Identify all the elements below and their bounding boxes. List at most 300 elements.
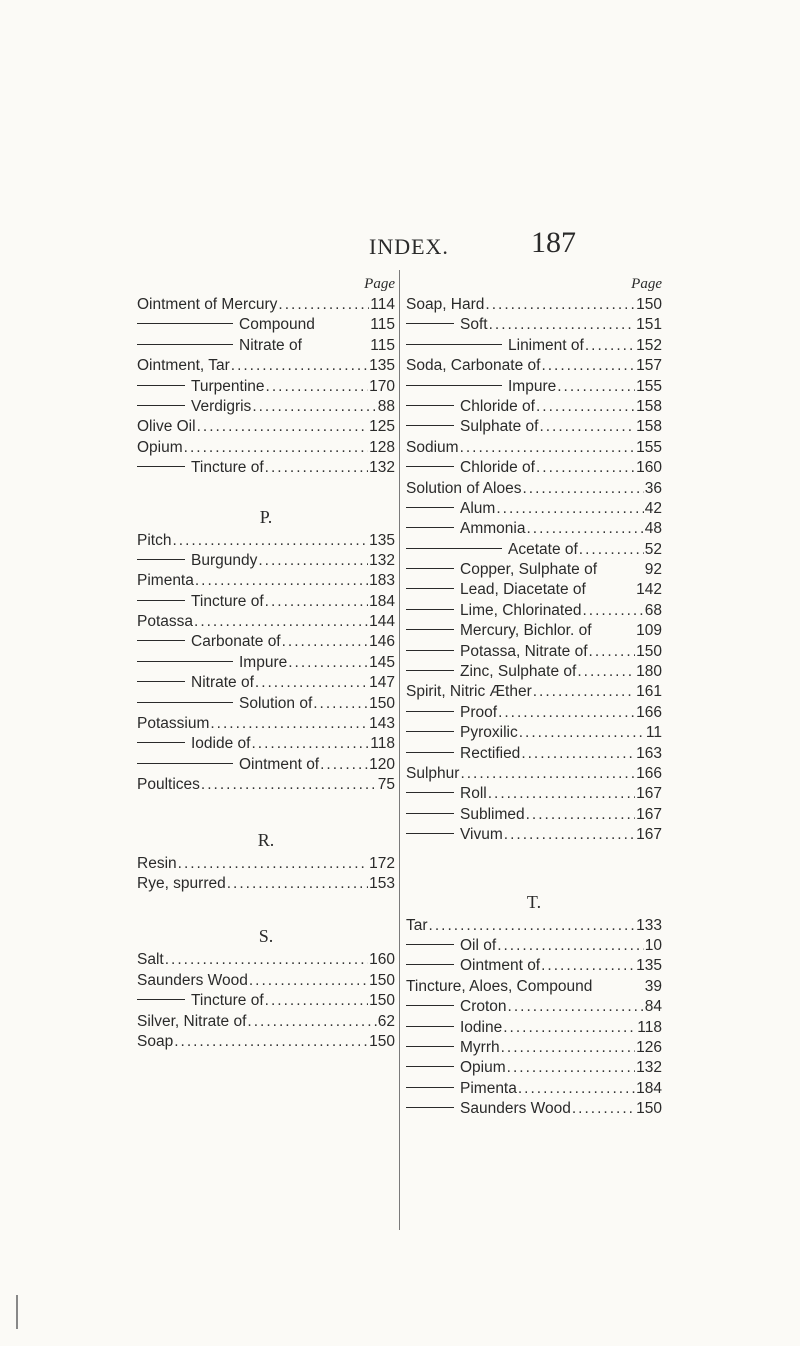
index-entry: [406, 937, 662, 957]
entry-page: 170: [369, 377, 395, 395]
index-entry: [406, 480, 662, 500]
repeat-dash: [406, 405, 454, 406]
index-entry: [137, 613, 395, 633]
repeat-dash: [406, 670, 454, 671]
dot-leader: [557, 378, 635, 396]
entry-page: 150: [369, 992, 395, 1010]
index-entry: [406, 622, 662, 642]
entry-term: Nitrate of: [191, 674, 254, 692]
index-entry: [406, 704, 662, 724]
dot-leader: [536, 459, 635, 477]
entry-term: Zinc, Sulphate of: [460, 663, 577, 681]
entry-term: Myrrh: [460, 1038, 500, 1056]
entry-term: Ointment of: [239, 755, 320, 773]
entry-page: 11: [645, 724, 662, 742]
entry-page: 125: [369, 418, 395, 436]
entry-term: Iodide of: [191, 735, 251, 753]
index-entry: [406, 296, 662, 316]
entry-term: Potassa, Nitrate of: [460, 642, 588, 660]
dot-leader: [496, 500, 643, 518]
entry-term: Spirit, Nitric Æther: [406, 683, 532, 701]
dot-leader: [518, 1080, 635, 1098]
entry-page: 184: [636, 1079, 662, 1097]
entry-term: Opium: [460, 1059, 506, 1077]
index-entry: [406, 357, 662, 377]
dot-leader: [288, 654, 368, 672]
index-entry: [406, 724, 662, 744]
repeat-dash: [406, 425, 454, 426]
entry-term: Oil of: [460, 936, 497, 954]
index-column-right: [406, 276, 662, 1120]
entry-term: Mercury, Bichlor. of: [460, 622, 592, 640]
entry-term: Compound: [239, 316, 315, 334]
entry-page: 115: [370, 316, 395, 334]
repeat-dash: [137, 742, 185, 743]
entry-page: 158: [636, 397, 662, 415]
index-entry: [406, 378, 662, 398]
repeat-dash: [406, 1046, 454, 1047]
entry-page: 10: [644, 936, 662, 954]
entry-term: Croton: [460, 998, 507, 1016]
dot-leader: [201, 776, 377, 794]
entry-page: 144: [369, 613, 395, 631]
index-entry: [137, 951, 395, 971]
entry-page: 48: [644, 520, 662, 538]
index-entry: [137, 552, 395, 572]
index-entry: [137, 1013, 395, 1033]
dot-leader: [536, 398, 635, 416]
dot-leader: [247, 1013, 376, 1031]
index-entry: [137, 357, 395, 377]
entry-term: Pimenta: [137, 572, 194, 590]
entry-term: Tar: [406, 916, 428, 934]
repeat-dash: [406, 944, 454, 945]
entry-page: 150: [636, 1100, 662, 1118]
index-entry: [406, 683, 662, 703]
dot-leader: [485, 296, 635, 314]
index-entry: [406, 663, 662, 683]
entry-page: 146: [369, 633, 395, 651]
entry-page: 155: [636, 438, 662, 456]
entry-page: 135: [369, 531, 395, 549]
dot-leader: [526, 520, 643, 538]
entry-term: Ointment, Tar: [137, 357, 230, 375]
entry-page: 163: [636, 744, 662, 762]
index-entry: [406, 541, 662, 561]
entry-term: Soft: [460, 316, 488, 334]
repeat-dash: [406, 964, 454, 965]
entry-page: 109: [636, 622, 662, 640]
index-entry: [137, 337, 395, 357]
entry-term: Carbonate of: [191, 633, 281, 651]
section-letter: S.: [258, 926, 274, 947]
dot-leader: [582, 602, 643, 620]
entry-page: 75: [377, 776, 395, 794]
entry-term: Silver, Nitrate of: [137, 1012, 247, 1030]
entry-term: Poultices: [137, 776, 200, 794]
entry-term: Pitch: [137, 531, 172, 549]
entry-term: Sodium: [406, 438, 459, 456]
index-entry: [406, 978, 662, 998]
entry-term: Tincture, Aloes, Compound: [406, 977, 593, 995]
entry-term: Burgundy: [191, 551, 258, 569]
section-letter: P.: [259, 506, 273, 527]
dot-leader: [320, 756, 368, 774]
dot-leader: [174, 1033, 368, 1051]
entry-term: Potassa: [137, 613, 194, 631]
dot-leader: [251, 735, 369, 753]
dot-leader: [210, 715, 368, 733]
dot-leader: [460, 765, 635, 783]
entry-page: 150: [369, 1032, 395, 1050]
entry-page: 184: [369, 592, 395, 610]
running-head: [0, 226, 800, 266]
entry-term: Solution of: [239, 694, 313, 712]
repeat-dash: [137, 999, 185, 1000]
entry-term: Olive Oil: [137, 418, 196, 436]
index-entry: [137, 378, 395, 398]
entry-page: 145: [369, 653, 395, 671]
entry-page: 150: [369, 971, 395, 989]
index-title: INDEX.: [369, 234, 449, 259]
entry-page: 126: [636, 1038, 662, 1056]
entry-page: 52: [644, 540, 662, 558]
index-entry: [406, 581, 662, 601]
entry-term: Chloride of: [460, 397, 535, 415]
index-entry: [406, 418, 662, 438]
index-entry: [137, 875, 395, 895]
entry-term: Liniment of: [508, 336, 584, 354]
dot-leader: [252, 398, 376, 416]
repeat-dash: [406, 385, 502, 386]
dot-leader: [265, 459, 368, 477]
repeat-dash: [406, 323, 454, 324]
entry-page: 158: [636, 418, 662, 436]
index-entry: [406, 398, 662, 418]
entry-term: Soda, Carbonate of: [406, 357, 541, 375]
entry-term: Nitrate of: [239, 336, 302, 354]
entry-page: 120: [369, 755, 395, 773]
entry-page: 150: [636, 296, 662, 313]
index-entry: [406, 439, 662, 459]
dot-leader: [522, 480, 643, 498]
index-entry: [406, 316, 662, 336]
entry-page: 115: [370, 336, 395, 354]
entry-term: Saunders Wood: [137, 971, 248, 989]
dot-leader: [258, 552, 368, 570]
entry-page: 147: [369, 674, 395, 692]
entry-page: 128: [369, 438, 395, 456]
entry-page: 152: [636, 336, 662, 354]
entry-term: Solution of Aloes: [406, 479, 522, 497]
index-entry: [137, 776, 395, 796]
entry-term: Proof: [460, 703, 498, 721]
entry-term: Sulphur: [406, 764, 460, 782]
index-entry: [406, 917, 662, 937]
repeat-dash: [406, 507, 454, 508]
repeat-dash: [137, 681, 185, 682]
entry-page: 167: [636, 805, 662, 823]
repeat-dash: [137, 600, 185, 601]
entry-term: Rye, spurred: [137, 874, 226, 892]
index-entry: [137, 439, 395, 459]
dot-leader: [266, 378, 369, 396]
dot-leader: [579, 541, 644, 559]
entry-page: 92: [644, 561, 662, 579]
entry-page: 160: [369, 951, 395, 969]
repeat-dash: [137, 405, 185, 406]
index-entry: [406, 602, 662, 622]
entry-term: Impure: [239, 653, 288, 671]
index-entry: [137, 654, 395, 674]
index-entry: [137, 398, 395, 418]
dot-leader: [497, 937, 644, 955]
dot-leader: [541, 957, 635, 975]
dot-leader: [539, 418, 635, 436]
index-entry: [137, 532, 395, 552]
page-column-label: Page: [364, 276, 395, 292]
dot-leader: [572, 1100, 635, 1118]
entry-term: Pyroxilic: [460, 724, 518, 742]
dot-leader: [178, 855, 368, 873]
entry-page: 153: [369, 874, 395, 892]
entry-term: Tincture of: [191, 459, 264, 477]
dot-leader: [488, 785, 635, 803]
entry-term: Sulphate of: [460, 418, 539, 436]
entry-page: 143: [369, 715, 395, 733]
index-entry: [406, 785, 662, 805]
dot-leader: [504, 826, 635, 844]
margin-mark: [16, 1295, 18, 1329]
page-number: 187: [531, 226, 576, 259]
entry-term: Lime, Chlorinated: [460, 601, 582, 619]
index-entry: [137, 855, 395, 875]
entry-page: 132: [369, 551, 395, 569]
dot-leader: [508, 998, 644, 1016]
repeat-dash: [406, 650, 454, 651]
dot-leader: [313, 695, 368, 713]
dot-leader: [526, 806, 636, 824]
index-entry: [406, 957, 662, 977]
dot-leader: [577, 663, 635, 681]
section-letter: T.: [526, 891, 542, 912]
dot-leader: [429, 917, 636, 935]
repeat-dash: [137, 661, 233, 662]
repeat-dash: [406, 711, 454, 712]
entry-page: 84: [644, 998, 662, 1016]
column-divider: [399, 270, 400, 1230]
index-entry: [137, 674, 395, 694]
repeat-dash: [406, 609, 454, 610]
repeat-dash: [406, 344, 502, 345]
repeat-dash: [406, 1066, 454, 1067]
repeat-dash: [406, 813, 454, 814]
index-entry: [406, 643, 662, 663]
repeat-dash: [406, 548, 502, 549]
dot-leader: [585, 337, 635, 355]
dot-leader: [231, 357, 368, 375]
index-entry: [137, 593, 395, 613]
entry-page: 150: [636, 642, 662, 660]
entry-page: 161: [636, 683, 662, 701]
repeat-dash: [137, 702, 233, 703]
entry-page: 42: [644, 499, 662, 517]
index-entry: [406, 1080, 662, 1100]
entry-term: Turpentine: [191, 377, 265, 395]
entry-page: 172: [369, 854, 395, 872]
repeat-dash: [137, 385, 185, 386]
entry-term: Soap: [137, 1032, 174, 1050]
entry-page: 180: [636, 663, 662, 681]
entry-page: 166: [636, 703, 662, 721]
entry-term: Iodine: [460, 1018, 503, 1036]
entry-term: Ammonia: [460, 520, 526, 538]
dot-leader: [278, 296, 369, 314]
repeat-dash: [406, 1026, 454, 1027]
entry-page: 135: [369, 357, 395, 375]
entry-term: Soap, Hard: [406, 296, 485, 313]
dot-leader: [249, 972, 368, 990]
index-entry: [406, 1059, 662, 1079]
index-entry: [137, 756, 395, 776]
repeat-dash: [406, 629, 454, 630]
index-entry: [406, 998, 662, 1018]
index-entry: [406, 806, 662, 826]
index-entry: [137, 459, 395, 479]
entry-term: Verdigris: [191, 397, 252, 415]
page-column-label: Page: [631, 276, 662, 292]
entry-page: 36: [644, 479, 662, 497]
index-entry: [406, 765, 662, 785]
repeat-dash: [406, 588, 454, 589]
dot-leader: [498, 704, 635, 722]
index-entry: [137, 715, 395, 735]
entry-term: Ointment of: [460, 957, 541, 975]
entry-term: Resin: [137, 854, 177, 872]
dot-leader: [265, 992, 368, 1010]
index-entry: [406, 1019, 662, 1039]
repeat-dash: [406, 833, 454, 834]
entry-term: Ointment of Mercury: [137, 296, 278, 313]
repeat-dash: [406, 1005, 454, 1006]
entry-page: 142: [636, 581, 662, 599]
dot-leader: [197, 418, 369, 436]
entry-term: Vivum: [460, 826, 503, 844]
index-column-left: [137, 276, 395, 1053]
index-entry: [406, 826, 662, 846]
entry-term: Impure: [508, 377, 557, 395]
entry-term: Pimenta: [460, 1079, 517, 1097]
repeat-dash: [406, 1087, 454, 1088]
entry-term: Potassium: [137, 715, 210, 733]
dot-leader: [533, 683, 635, 701]
index-entry: [406, 500, 662, 520]
index-entry: [406, 745, 662, 765]
entry-page: 118: [637, 1018, 662, 1036]
repeat-dash: [137, 559, 185, 560]
entry-page: 118: [370, 735, 395, 753]
dot-leader: [519, 724, 645, 742]
index-entry: [137, 1033, 395, 1053]
index-entry: [137, 316, 395, 336]
index-entry: [137, 735, 395, 755]
dot-leader: [460, 439, 636, 457]
index-entry: [406, 1100, 662, 1120]
repeat-dash: [137, 466, 185, 467]
entry-page: 68: [644, 601, 662, 619]
index-entry: [137, 572, 395, 592]
entry-page: 135: [636, 957, 662, 975]
dot-leader: [195, 572, 368, 590]
dot-leader: [172, 532, 368, 550]
entry-page: 39: [644, 977, 662, 995]
entry-term: Opium: [137, 438, 183, 456]
entry-term: Chloride of: [460, 459, 535, 477]
entry-page: 114: [370, 296, 395, 313]
entry-page: 166: [636, 764, 662, 782]
dot-leader: [541, 357, 635, 375]
index-entry: [137, 972, 395, 992]
entry-page: 132: [636, 1059, 662, 1077]
index-entry: [406, 459, 662, 479]
index-entry: [137, 418, 395, 438]
repeat-dash: [406, 731, 454, 732]
entry-page: 183: [369, 572, 395, 590]
repeat-dash: [406, 568, 454, 569]
dot-leader: [489, 316, 636, 334]
entry-page: 160: [636, 459, 662, 477]
entry-page: 167: [636, 785, 662, 803]
repeat-dash: [406, 1107, 454, 1108]
index-entry: [137, 992, 395, 1012]
dot-leader: [521, 745, 635, 763]
index-entry: [406, 520, 662, 540]
repeat-dash: [137, 344, 233, 345]
entry-term: Tincture of: [191, 592, 264, 610]
dot-leader: [194, 613, 368, 631]
repeat-dash: [406, 792, 454, 793]
repeat-dash: [137, 640, 185, 641]
entry-term: Saunders Wood: [460, 1100, 571, 1118]
repeat-dash: [137, 763, 233, 764]
index-entry: [137, 296, 395, 316]
entry-term: Lead, Diacetate of: [460, 581, 586, 599]
dot-leader: [282, 633, 369, 651]
entry-term: Alum: [460, 499, 496, 517]
dot-leader: [501, 1039, 636, 1057]
index-entry: [406, 1039, 662, 1059]
index-entry: [406, 337, 662, 357]
index-entry: [406, 561, 662, 581]
repeat-dash: [406, 466, 454, 467]
entry-page: 157: [636, 357, 662, 375]
index-entry: [137, 633, 395, 653]
dot-leader: [184, 439, 368, 457]
dot-leader: [227, 875, 368, 893]
entry-term: Rectified: [460, 744, 521, 762]
dot-leader: [165, 951, 368, 969]
entry-term: Copper, Sulphate of: [460, 561, 598, 579]
entry-term: Sublimed: [460, 805, 525, 823]
dot-leader: [265, 593, 368, 611]
entry-page: 62: [377, 1012, 395, 1030]
repeat-dash: [406, 752, 454, 753]
entry-page: 151: [636, 316, 662, 334]
repeat-dash: [137, 323, 233, 324]
repeat-dash: [406, 527, 454, 528]
dot-leader: [507, 1059, 635, 1077]
dot-leader: [589, 643, 636, 661]
